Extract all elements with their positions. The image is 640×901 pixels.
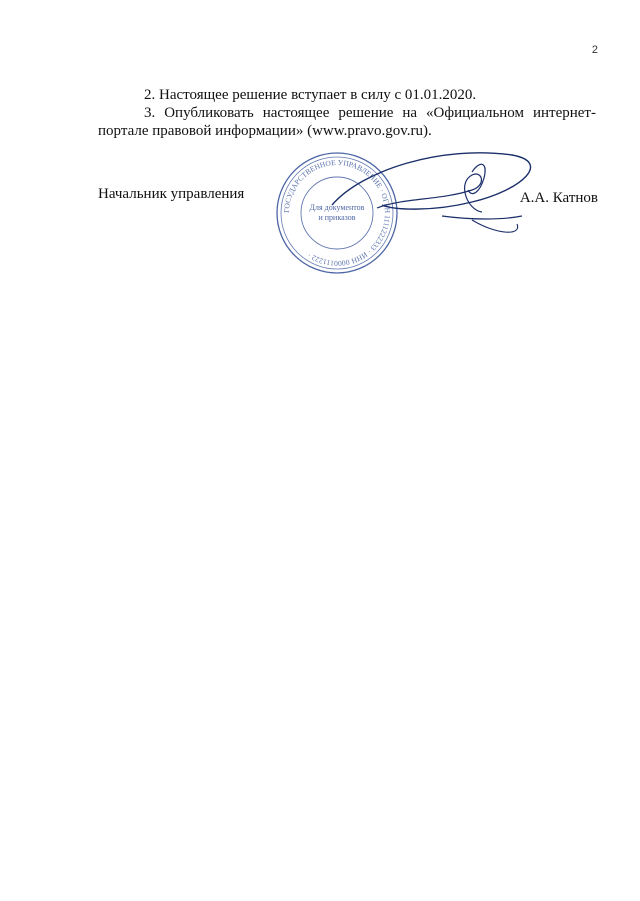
handwritten-signature-icon <box>322 150 542 240</box>
svg-text:ГОСУДАРСТВЕННОЕ УПРАВЛЕНИЕ · О: ГОСУДАРСТВЕННОЕ УПРАВЛЕНИЕ · ОГРН 1111222333 · ИНН 0000111222 · <box>281 157 393 269</box>
document-body <box>98 86 596 140</box>
paragraph-publication: 3. Опубликовать настоящее решение на «Официальном интернет-портале правовой информации» (www.pravo.gov.ru). <box>98 105 596 139</box>
page-number: 2 <box>591 44 598 56</box>
seal-text-line-1: Для документов <box>309 203 365 212</box>
seal-text-line-2: и приказов <box>318 213 356 222</box>
signature-block <box>98 150 598 280</box>
paragraph-effective-date: 2. Настоящее решение вступает в силу с 01.01.2020. <box>144 87 477 103</box>
signer-position: Начальник управления <box>98 186 245 202</box>
signer-name: А.А. Катнов <box>519 190 598 206</box>
